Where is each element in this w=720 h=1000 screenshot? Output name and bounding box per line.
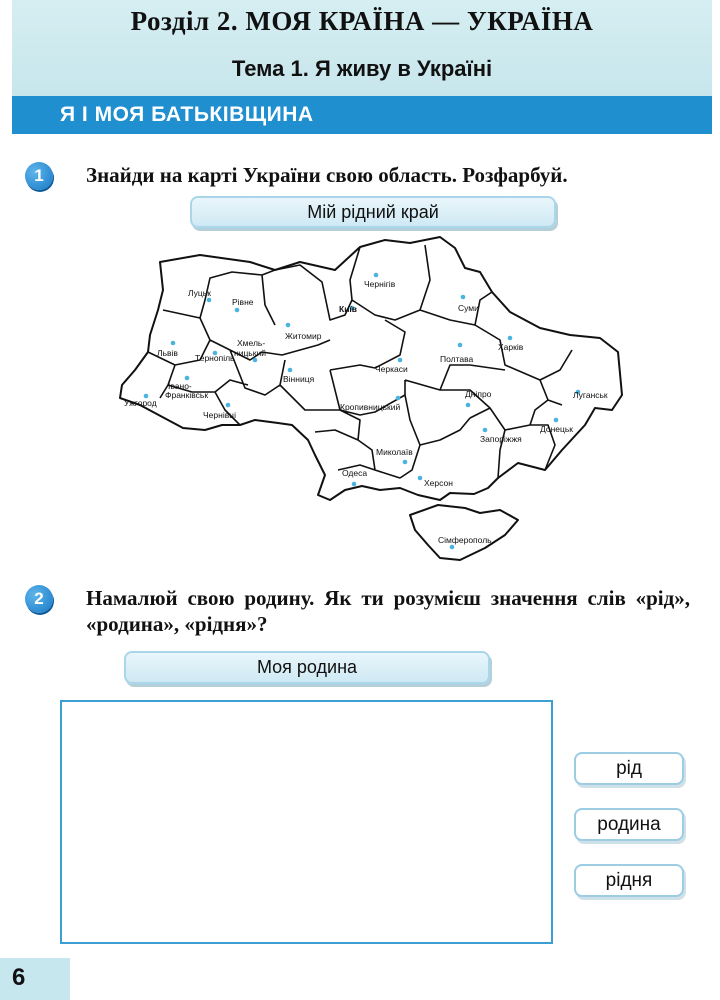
city-label: Донецьк	[540, 424, 574, 434]
city-label: Луганськ	[573, 390, 608, 400]
my-native-land-label: Мій рідний край	[190, 196, 556, 228]
task-2-text: Намалюй свою родину. Як ти розумієш значення слів «рід», «родина», «рідня»?	[86, 586, 690, 636]
city-label: Дніпро	[465, 389, 492, 399]
city-label: Франківськ	[165, 390, 209, 400]
task-1-text: Знайди на карті України свою область. Розфарбуй.	[86, 163, 568, 187]
ukraine-map[interactable]	[110, 232, 630, 572]
city-label: Херсон	[424, 478, 453, 488]
city-label: Рівне	[232, 297, 254, 307]
city-label: Харків	[498, 342, 524, 352]
city-label: Луцьк	[188, 288, 211, 298]
page-number-tab	[0, 958, 70, 1000]
city-label: Львів	[157, 348, 178, 358]
city-label: Ужгород	[124, 398, 157, 408]
city-label: Суми	[458, 303, 479, 313]
chapter-title: Розділ 2. МОЯ КРАЇНА — УКРАЇНА	[130, 6, 594, 36]
city-label: Хмель-	[237, 338, 266, 348]
city-label: Чернігів	[364, 279, 396, 289]
word-box-ridnia: рідня	[574, 864, 684, 897]
city-label: Кропивницький	[340, 402, 401, 412]
city-label: Миколаїв	[376, 447, 413, 457]
word-box-rid: рід	[574, 752, 684, 785]
page-number: 6	[12, 964, 26, 991]
city-label: Полтава	[440, 354, 474, 364]
topic-title: Тема 1. Я живу в Україні	[231, 56, 493, 81]
city-label: Черкаси	[375, 364, 408, 374]
city-label: Сімферополь	[438, 535, 492, 545]
word-box-rodyna: родина	[574, 808, 684, 841]
city-label: Одеса	[342, 468, 368, 478]
task-1-number-badge: 1	[25, 162, 53, 190]
task-2-number-badge: 2	[25, 585, 53, 613]
family-drawing-area[interactable]	[60, 700, 553, 944]
section-label: Я І МОЯ БАТЬКІВЩИНА	[60, 103, 314, 126]
city-label: Чернівці	[203, 410, 236, 420]
city-label: Івано-	[168, 381, 192, 391]
crimea-outline	[410, 505, 518, 560]
ukraine-outline	[120, 237, 622, 500]
city-label: ницький	[234, 348, 266, 358]
city-label: Запоріжжя	[480, 434, 522, 444]
my-family-label: Моя родина	[124, 651, 490, 684]
city-label: Тернопіль	[195, 353, 235, 363]
city-label: Вінниця	[283, 374, 315, 384]
city-label-capital: Київ	[339, 304, 358, 314]
city-label: Житомир	[285, 331, 322, 341]
